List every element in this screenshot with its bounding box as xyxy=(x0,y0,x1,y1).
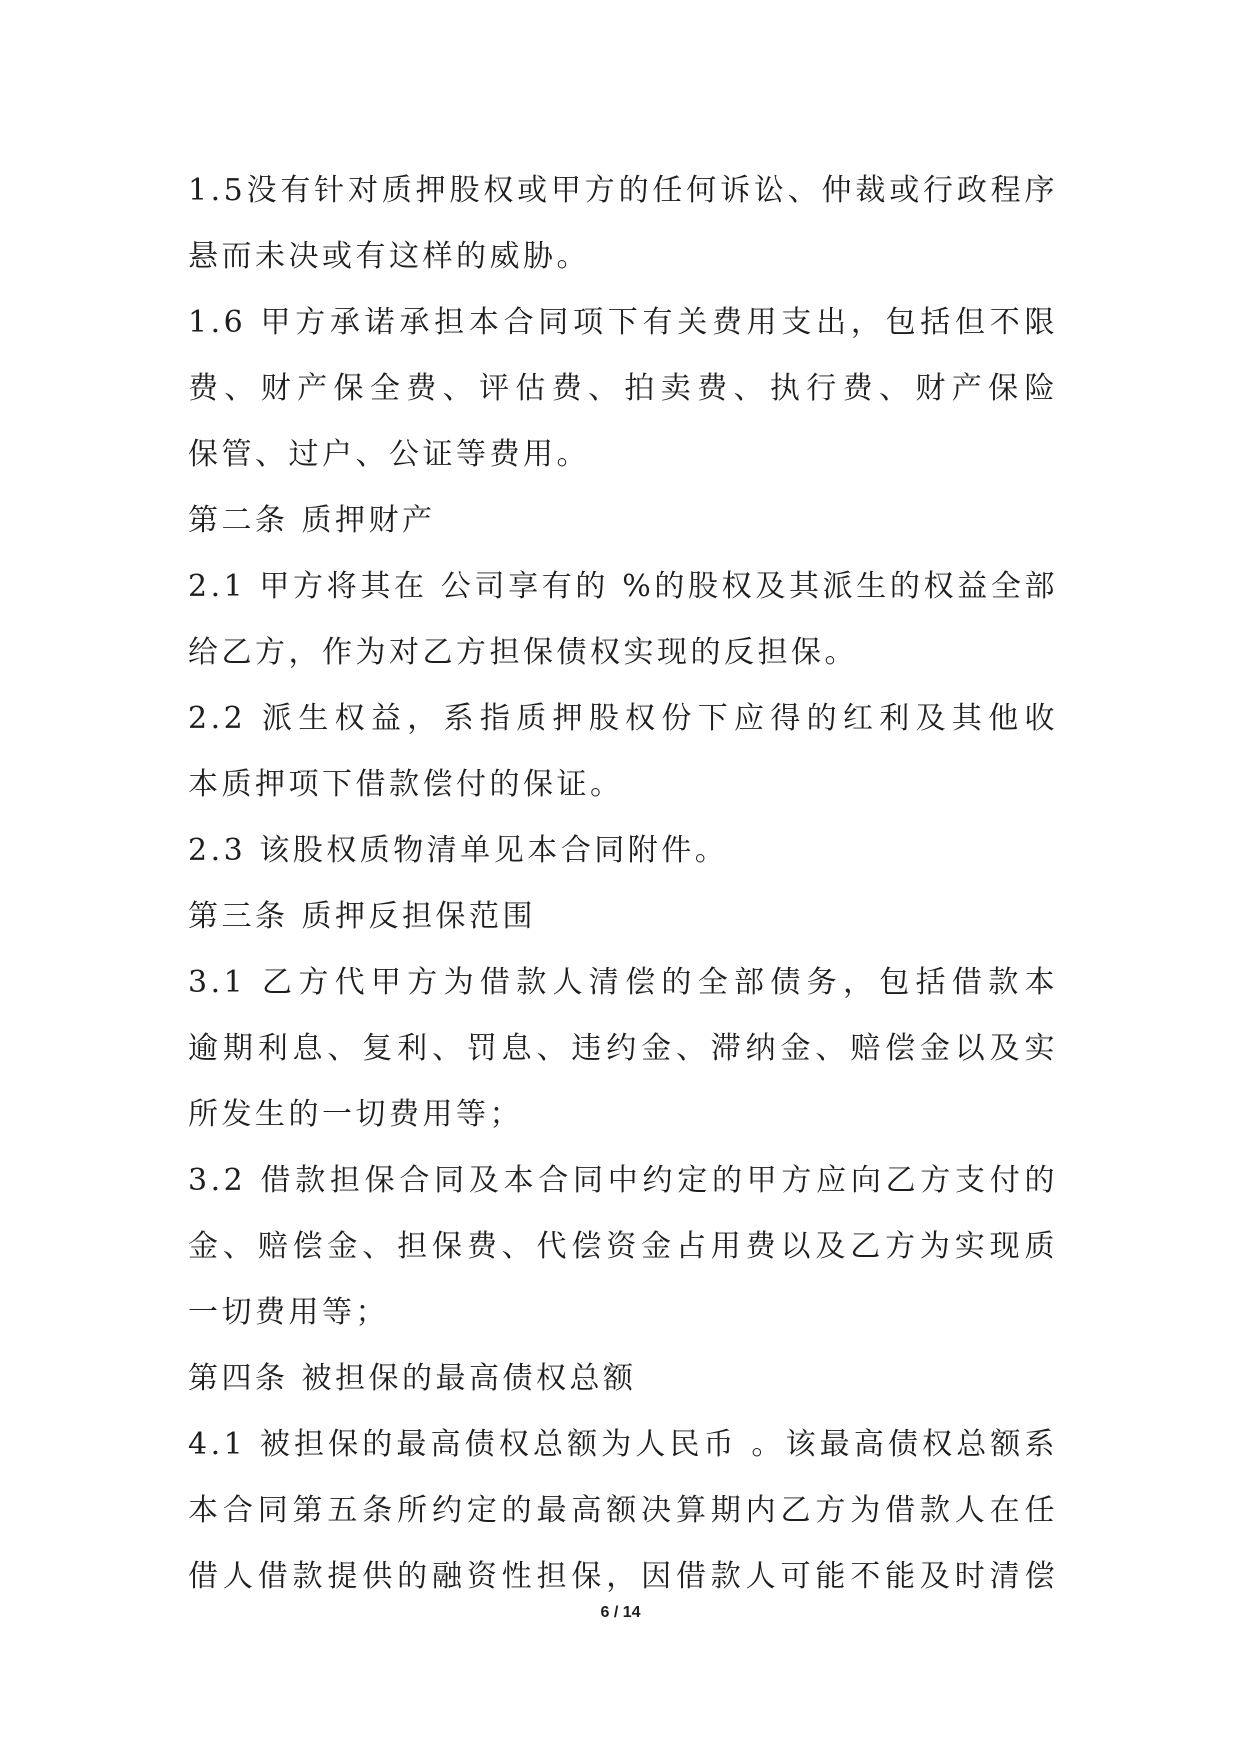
text-line: 4.1 被担保的最高债权总额为人民币 。该最高债权总额系 xyxy=(188,1427,1058,1462)
text-line: 本质押项下借款偿付的保证。 xyxy=(188,767,624,802)
text-line: 给乙方，作为对乙方担保债权实现的反担保。 xyxy=(188,635,858,670)
page-number: 6 / 14 xyxy=(600,1604,641,1621)
document-body xyxy=(188,158,1058,1610)
text-line: 费、财产保全费、评估费、拍卖费、执行费、财产保险 xyxy=(188,371,1058,406)
text-line: 金、赔偿金、担保费、代偿资金占用费以及乙方为实现质 xyxy=(188,1229,1058,1264)
text-line: 借人借款提供的融资性担保，因借款人可能不能及时清偿 xyxy=(188,1559,1058,1594)
text-line: 所发生的一切费用等； xyxy=(188,1097,523,1132)
section-heading: 第三条 质押反担保范围 xyxy=(188,899,537,934)
text-line: 3.1 乙方代甲方为借款人清偿的全部债务，包括借款本 xyxy=(188,965,1058,1000)
text-line: 2.3 该股权质物清单见本合同附件。 xyxy=(188,833,729,868)
text-line: 2.2 派生权益，系指质押股权份下应得的红利及其他收 xyxy=(188,701,1058,736)
text-line: 本合同第五条所约定的最高额决算期内乙方为借款人在任 xyxy=(188,1493,1058,1528)
text-line: 保管、过户、公证等费用。 xyxy=(188,437,590,472)
text-line: 逾期利息、复利、罚息、违约金、滞纳金、赔偿金以及实 xyxy=(188,1031,1058,1066)
section-heading: 第二条 质押财产 xyxy=(188,503,436,538)
text-line: 一切费用等； xyxy=(188,1295,389,1330)
text-line: 3.2 借款担保合同及本合同中约定的甲方应向乙方支付的 xyxy=(188,1163,1058,1198)
text-line: 2.1 甲方将其在 公司享有的 %的股权及其派生的权益全部 xyxy=(188,569,1058,604)
text-line: 1.6 甲方承诺承担本合同项下有关费用支出，包括但不限 xyxy=(188,305,1058,340)
section-heading: 第四条 被担保的最高债权总额 xyxy=(188,1361,637,1396)
text-line: 1.5没有针对质押股权或甲方的任何诉讼、仲裁或行政程序 xyxy=(188,173,1058,208)
text-line: 悬而未决或有这样的威胁。 xyxy=(188,239,590,274)
